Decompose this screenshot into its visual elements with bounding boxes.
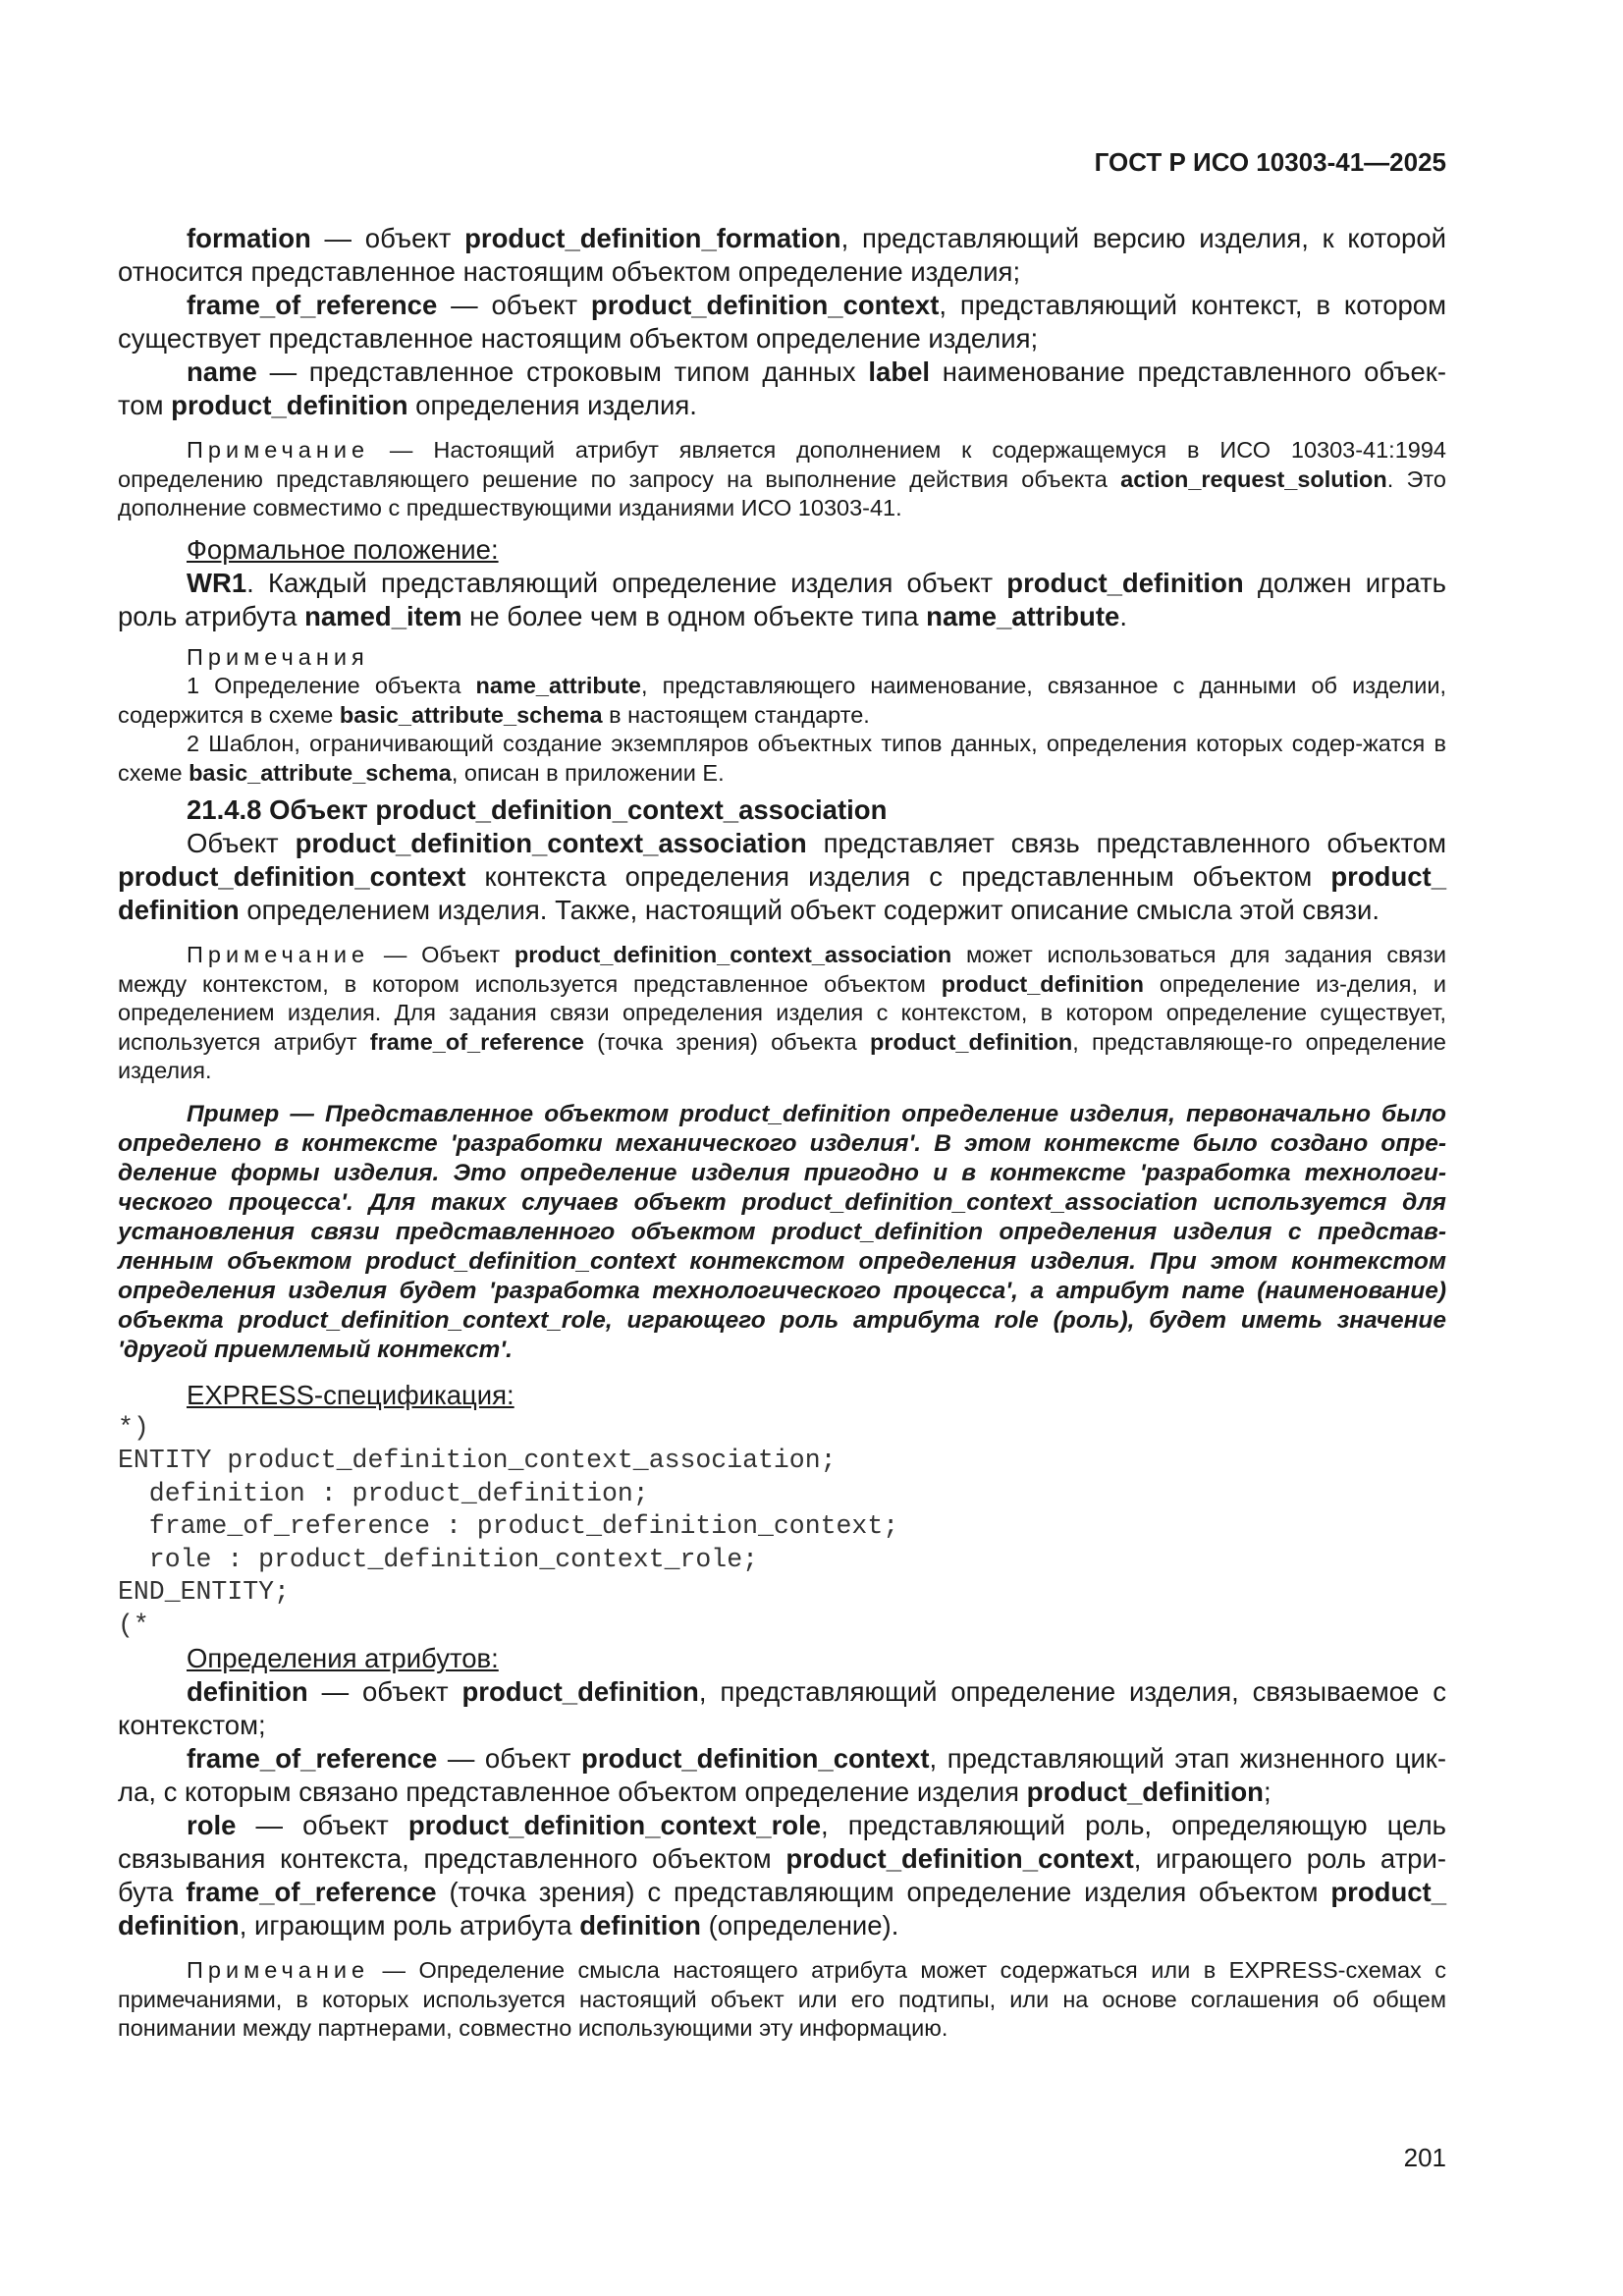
notes-2-label: Примечания (187, 643, 369, 670)
express-code: *) ENTITY product_definition_context_association; definition : product_definition; frame_of_reference : product_definition_context; role : product_definition_context_role; END_ENTITY; (* (118, 1412, 899, 1640)
page-number: 201 (1403, 2143, 1446, 2172)
attrdef-role: role — объект product_definition_context_role, представляющий роль, определяющую цель связывания контекста, представленного объектом product_definition_context, играющего роль атри-бута frame_of_reference (точка зрения) с представляющим определение изделия объектом product_ definition, играющим роль атрибута definition (определение). (118, 1810, 1446, 1941)
page-content (118, 222, 1446, 2044)
attr-frame-of-reference: frame_of_reference — объект product_definition_context, представляющий контекст, в котором существует представленное настоящим объектом определение изделия; (118, 290, 1446, 354)
wr1-rule: WR1. Каждый представляющий определение изделия объект product_definition должен играть роль атрибута named_item не более чем в одном объекте типа name_attribute. (118, 567, 1446, 631)
attr-formation: formation — объект product_definition_formation, представляющий версию изделия, к которой относится представленное настоящим объектом определение изделия; (118, 223, 1446, 287)
note-3: Примечание — Объект product_definition_context_association может использоваться для задания связи между контекстом, в котором используется представленное объектом product_definition определение из-делия, и определением изделия. Для задания связи определения изделия с контекстом, в котором определение существует, используется атрибут frame_of_reference (точка зрения) объекта product_definition, представляюще-го определение изделия. (118, 942, 1446, 1083)
express-heading: EXPRESS-спецификация: (187, 1379, 514, 1410)
section-body: Объект product_definition_context_association представляет связь представленного объектом product_definition_context контекста определения изделия с представленным объектом product_ definition определением изделия. Также, настоящий объект содержит описание смысла этой связи. (118, 828, 1446, 925)
attrdef-frame-of-reference: frame_of_reference — объект product_definition_context, представляющий этап жизненного цик-ла, с которым связано представленное объектом определение изделия product_definition; (118, 1743, 1446, 1807)
note-1: Примечание — Настоящий атрибут является дополнением к содержащемуся в ИСО 10303-41:1994 определению представляющего решение по запросу на выполнение действия объекта action_request_solution. Это дополнение совместимо с предшествующими изданиями ИСО 10303-41. (118, 437, 1446, 520)
document-header: ГОСТ Р ИСО 10303-41—2025 (1094, 147, 1446, 177)
example-block: Пример — Представленное объектом product_definition определение изделия, первоначально было определено в контексте 'разработки механического изделия'. В этом контексте было создано опре-деление формы изделия. Это определение изделия пригодно и в контексте 'разработка технологи-ческого процесса'. Для таких случаев объект product_definition_context_association используется для установления связи представленного объектом product_definition определения изделия с представ-ленным объектом product_definition_context контекстом определения изделия. При этом контекстом определения изделия будет 'разработка технологического процесса', а атрибут name (наименование) объекта product_definition_context_role, играющего роль атрибута role (роль), будет иметь значение 'другой приемлемый контекст'. (118, 1100, 1446, 1363)
note-4: Примечание — Определение смысла настоящего атрибута может содержаться или в EXPRESS-схемах с примечаниями, в которых используется настоящий объект или его подтипы, или на основе соглашения об общем понимании между партнерами, совместно использующими эту информацию. (118, 1957, 1446, 2041)
attrdef-definition: definition — объект product_definition, представляющий определение изделия, связываемое с контекстом; (118, 1676, 1446, 1740)
formal-heading: Формальное положение: (187, 533, 499, 565)
attr-name: name — представленное строковым типом данных label наименование представленного объек-том product_definition определения изделия. (118, 356, 1446, 420)
note-2-item-1: 1 Определение объекта name_attribute, представляющего наименование, связанное с данными об изделии, содержится в схеме basic_attribute_schema в настоящем стандарте. (118, 673, 1446, 728)
attrdefs-heading: Определения атрибутов: (187, 1643, 499, 1673)
section-title: 21.4.8 Объект product_definition_context_association (187, 794, 888, 825)
note-2-item-2: 2 Шаблон, ограничивающий создание экземпляров объектных типов данных, определения которых содер-жатся в схеме basic_attribute_schema, описан в приложении Е. (118, 731, 1446, 786)
